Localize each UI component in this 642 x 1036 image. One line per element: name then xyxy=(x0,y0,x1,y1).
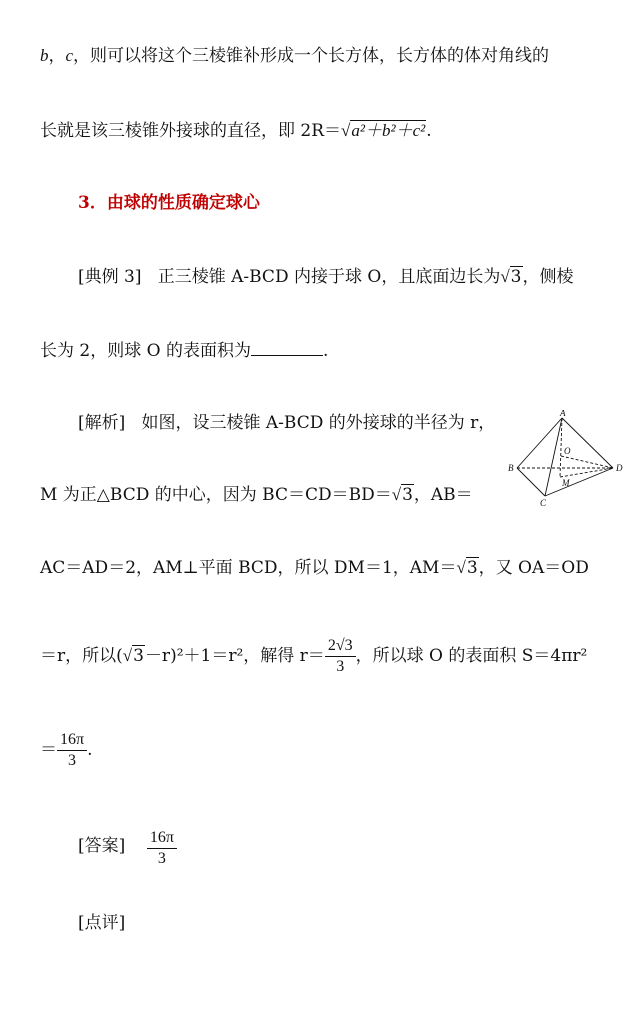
var-b: b xyxy=(40,46,49,65)
fraction-r: $\frac{2√3}{3}$ xyxy=(325,636,356,677)
solution-line4: ＝r，所以(√3－r)²＋1＝r²，解得 r＝ $\frac{2√3}{3}$ ，所以球 O 的表面积 S＝4πr² xyxy=(40,637,588,675)
example-line1: [典例 3] 正三棱锥 A-BCD 内接于球 O，且底面边长为√3，侧棱 xyxy=(78,267,574,287)
solution-line2: M 为正△BCD 的中心，因为 BC＝CD＝BD＝√3，AB＝ xyxy=(40,485,473,505)
example-line2: 长为 2，则球 O 的表面积为 . xyxy=(40,341,329,361)
edge-ad xyxy=(562,418,613,468)
label-c: C xyxy=(540,498,547,508)
segment-od xyxy=(561,456,613,468)
solution-line1: [解析] 如图，设三棱锥 A-BCD 的外接球的半径为 r， xyxy=(78,413,496,433)
segment-md xyxy=(560,468,613,477)
pyramid-figure xyxy=(505,410,625,510)
answer-tag: [答案] xyxy=(78,836,126,856)
solution-line5: ＝ $\frac{16\pi}{3}$ . xyxy=(40,731,93,769)
example-tag: [典例 3] xyxy=(78,267,142,287)
fraction-area: $\frac{16\pi}{3}$ xyxy=(57,730,87,771)
solution-line3: AC＝AD＝2，AM⊥平面 BCD，所以 DM＝1，AM＝√3，又 OA＝OD xyxy=(40,558,589,578)
section-heading: 3．由球的性质确定球心 xyxy=(78,193,260,213)
answer-line xyxy=(78,828,177,869)
solution-tag: [解析] xyxy=(78,413,126,433)
para1-line1: b，c，则可以将这个三棱锥补形成一个长方体，长方体的体对角线的 xyxy=(40,46,550,66)
sqrt-expression: √a²＋b²＋c² xyxy=(341,121,426,140)
label-a: A xyxy=(560,410,566,418)
comment-tag: [点评] xyxy=(78,913,126,933)
label-m: M xyxy=(562,478,570,488)
edge-ac xyxy=(545,418,562,496)
label-b: B xyxy=(508,463,514,473)
edge-ab xyxy=(517,418,562,468)
edge-cd xyxy=(545,468,613,496)
para1-line2: 长就是该三棱锥外接球的直径，即 2R＝√a²＋b²＋c². xyxy=(40,121,432,141)
edge-bc xyxy=(517,468,545,496)
label-d: D xyxy=(616,463,623,473)
answer-blank xyxy=(251,341,323,356)
var-c: c xyxy=(65,46,74,65)
para1-line2-text: 长就是该三棱锥外接球的直径，即 2R＝ xyxy=(40,121,342,141)
answer-fraction: $\frac{16\pi}{3}$ xyxy=(147,828,177,869)
label-o: O xyxy=(564,446,571,456)
para1-line1-text: ，则可以将这个三棱锥补形成一个长方体，长方体的体对角线的 xyxy=(73,46,550,66)
